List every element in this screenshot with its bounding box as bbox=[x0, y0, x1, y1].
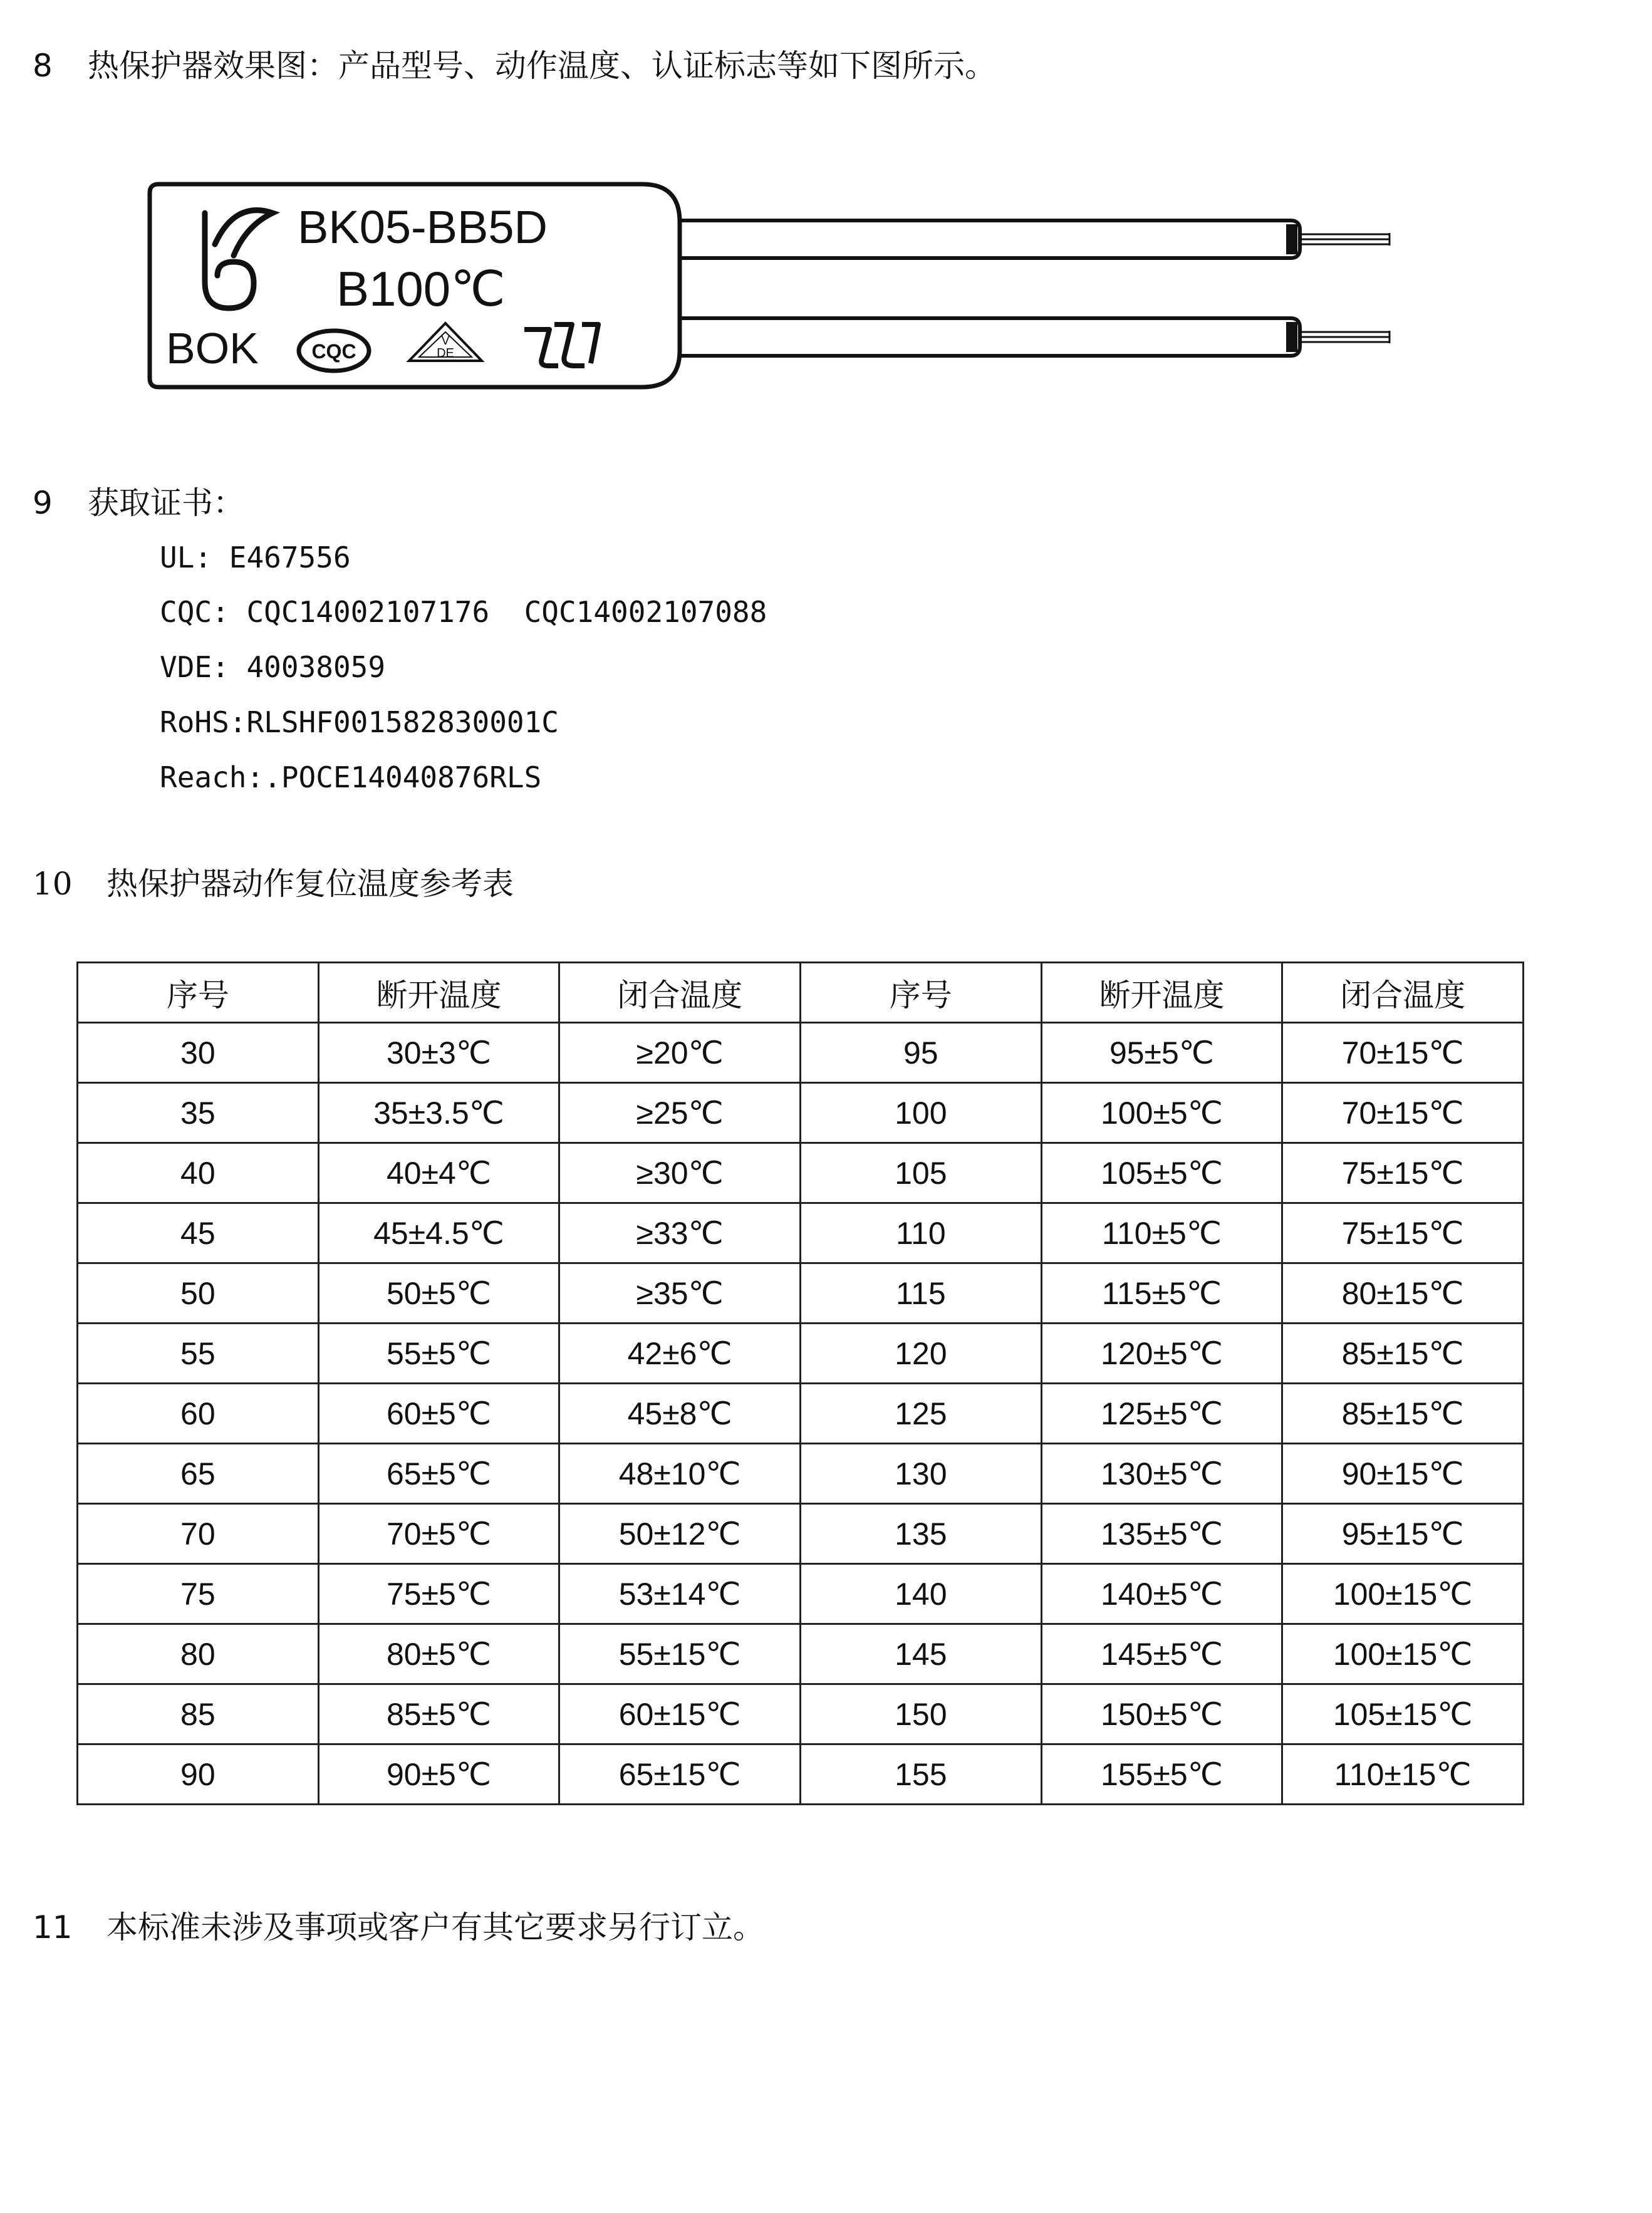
cell-open-temp-left: 35±3.5℃ bbox=[318, 1083, 559, 1143]
certificate-vde: VDE: 40038059 bbox=[160, 650, 386, 684]
cell-open-temp-left: 50±5℃ bbox=[318, 1263, 559, 1324]
cell-close-temp-left: 48±10℃ bbox=[559, 1444, 801, 1504]
cell-index-left: 40 bbox=[78, 1143, 319, 1203]
cell-index-left: 35 bbox=[78, 1083, 319, 1143]
section-10 bbox=[33, 866, 514, 902]
cell-index-right: 105 bbox=[800, 1143, 1041, 1203]
temperature-reference-table bbox=[76, 961, 1524, 1805]
cell-close-temp-right: 70±15℃ bbox=[1282, 1023, 1524, 1083]
cell-index-left: 45 bbox=[78, 1203, 319, 1263]
cell-index-right: 125 bbox=[800, 1384, 1041, 1444]
cell-close-temp-left: ≥25℃ bbox=[559, 1083, 801, 1143]
section-11-text: 本标准未涉及事项或客户有其它要求另行订立。 bbox=[106, 1909, 764, 1946]
cell-close-temp-right: 75±15℃ bbox=[1282, 1143, 1524, 1203]
cell-index-right: 150 bbox=[800, 1684, 1041, 1744]
cell-open-temp-left: 40±4℃ bbox=[318, 1143, 559, 1203]
table-row bbox=[78, 1744, 1524, 1805]
cell-index-right: 145 bbox=[800, 1624, 1041, 1684]
table-row bbox=[78, 1444, 1524, 1504]
header-open-temp-left: 断开温度 bbox=[318, 963, 559, 1023]
cell-index-left: 90 bbox=[78, 1744, 319, 1805]
cell-close-temp-right: 90±15℃ bbox=[1282, 1444, 1524, 1504]
cell-index-left: 75 bbox=[78, 1564, 319, 1624]
cell-open-temp-right: 135±5℃ bbox=[1041, 1504, 1282, 1564]
cell-close-temp-left: 65±15℃ bbox=[559, 1744, 801, 1805]
cell-index-left: 80 bbox=[78, 1624, 319, 1684]
cell-open-temp-left: 55±5℃ bbox=[318, 1324, 559, 1384]
cell-open-temp-right: 150±5℃ bbox=[1041, 1684, 1282, 1744]
cell-index-right: 120 bbox=[800, 1324, 1041, 1384]
table-row bbox=[78, 1684, 1524, 1744]
table-row bbox=[78, 1263, 1524, 1324]
cell-open-temp-right: 130±5℃ bbox=[1041, 1444, 1282, 1504]
cell-close-temp-right: 95±15℃ bbox=[1282, 1504, 1524, 1564]
cell-open-temp-left: 70±5℃ bbox=[318, 1504, 559, 1564]
thermal-protector-diagram bbox=[141, 175, 1419, 413]
cell-close-temp-left: 55±15℃ bbox=[559, 1624, 801, 1684]
cell-close-temp-right: 85±15℃ bbox=[1282, 1324, 1524, 1384]
cell-open-temp-left: 65±5℃ bbox=[318, 1444, 559, 1504]
cell-close-temp-left: 53±14℃ bbox=[559, 1564, 801, 1624]
cell-close-temp-left: ≥20℃ bbox=[559, 1023, 801, 1083]
cell-open-temp-right: 115±5℃ bbox=[1041, 1263, 1282, 1324]
cell-open-temp-left: 80±5℃ bbox=[318, 1624, 559, 1684]
table-row bbox=[78, 1083, 1524, 1143]
table-row bbox=[78, 1324, 1524, 1384]
cell-index-right: 95 bbox=[800, 1023, 1041, 1083]
cell-open-temp-left: 60±5℃ bbox=[318, 1384, 559, 1444]
table-row bbox=[78, 1564, 1524, 1624]
cell-close-temp-left: ≥33℃ bbox=[559, 1203, 801, 1263]
header-close-temp-left: 闭合温度 bbox=[559, 963, 801, 1023]
section-10-number: 10 bbox=[33, 866, 73, 902]
cell-index-right: 130 bbox=[800, 1444, 1041, 1504]
section-8-number: 8 bbox=[33, 48, 53, 84]
brand-label: BOK bbox=[166, 324, 259, 373]
table-row bbox=[78, 1143, 1524, 1203]
cell-index-left: 50 bbox=[78, 1263, 319, 1324]
cell-close-temp-right: 70±15℃ bbox=[1282, 1083, 1524, 1143]
cell-close-temp-right: 100±15℃ bbox=[1282, 1624, 1524, 1684]
cell-index-right: 110 bbox=[800, 1203, 1041, 1263]
cell-index-right: 140 bbox=[800, 1564, 1041, 1624]
cell-open-temp-left: 75±5℃ bbox=[318, 1564, 559, 1624]
section-8 bbox=[33, 48, 996, 84]
cell-close-temp-right: 110±15℃ bbox=[1282, 1744, 1524, 1805]
cell-close-temp-right: 100±15℃ bbox=[1282, 1564, 1524, 1624]
cell-close-temp-left: 50±12℃ bbox=[559, 1504, 801, 1564]
cell-open-temp-right: 110±5℃ bbox=[1041, 1203, 1282, 1263]
cell-open-temp-left: 90±5℃ bbox=[318, 1744, 559, 1805]
cell-open-temp-right: 125±5℃ bbox=[1041, 1384, 1282, 1444]
cell-index-left: 85 bbox=[78, 1684, 319, 1744]
certificate-ul: UL: E467556 bbox=[160, 541, 351, 574]
cell-close-temp-right: 85±15℃ bbox=[1282, 1384, 1524, 1444]
cell-open-temp-right: 100±5℃ bbox=[1041, 1083, 1282, 1143]
cell-index-left: 60 bbox=[78, 1384, 319, 1444]
table-row bbox=[78, 1023, 1524, 1083]
cell-index-right: 135 bbox=[800, 1504, 1041, 1564]
cell-open-temp-left: 45±4.5℃ bbox=[318, 1203, 559, 1263]
cell-close-temp-left: 45±8℃ bbox=[559, 1384, 801, 1444]
model-label: BK05-BB5D bbox=[298, 201, 548, 253]
section-9 bbox=[33, 487, 244, 519]
cell-open-temp-right: 155±5℃ bbox=[1041, 1744, 1282, 1805]
section-9-number: 9 bbox=[33, 485, 53, 521]
table-header-row bbox=[78, 963, 1524, 1023]
table-body bbox=[78, 1023, 1524, 1805]
cell-index-right: 115 bbox=[800, 1263, 1041, 1324]
cell-open-temp-right: 95±5℃ bbox=[1041, 1023, 1282, 1083]
section-11-number: 11 bbox=[33, 1909, 73, 1946]
cell-open-temp-left: 85±5℃ bbox=[318, 1684, 559, 1744]
certificate-rohs: RoHS:RLSHF001582830001C bbox=[160, 705, 559, 739]
header-open-temp-right: 断开温度 bbox=[1041, 963, 1282, 1023]
cell-close-temp-right: 105±15℃ bbox=[1282, 1684, 1524, 1744]
cell-index-right: 100 bbox=[800, 1083, 1041, 1143]
certificate-reach: Reach:.POCE14040876RLS bbox=[160, 760, 542, 794]
vde-mark-top: V bbox=[441, 334, 450, 348]
table-row bbox=[78, 1504, 1524, 1564]
cell-open-temp-right: 120±5℃ bbox=[1041, 1324, 1282, 1384]
cell-index-right: 155 bbox=[800, 1744, 1041, 1805]
lead-wire-top bbox=[642, 220, 1390, 258]
section-8-text: 热保护器效果图：产品型号、动作温度、认证标志等如下图所示。 bbox=[88, 48, 996, 84]
cell-open-temp-right: 145±5℃ bbox=[1041, 1624, 1282, 1684]
cell-open-temp-right: 105±5℃ bbox=[1041, 1143, 1282, 1203]
section-9-title: 获取证书： bbox=[88, 485, 244, 521]
cqc-mark-icon bbox=[299, 331, 369, 371]
section-10-title: 热保护器动作复位温度参考表 bbox=[106, 866, 514, 902]
header-close-temp-right: 闭合温度 bbox=[1282, 963, 1524, 1023]
table-row bbox=[78, 1384, 1524, 1444]
cell-index-left: 55 bbox=[78, 1324, 319, 1384]
cell-close-temp-left: ≥30℃ bbox=[559, 1143, 801, 1203]
header-index-right: 序号 bbox=[800, 963, 1041, 1023]
cell-close-temp-right: 75±15℃ bbox=[1282, 1203, 1524, 1263]
certificate-cqc: CQC: CQC14002107176 CQC14002107088 bbox=[160, 595, 767, 629]
cell-index-left: 30 bbox=[78, 1023, 319, 1083]
cell-index-left: 70 bbox=[78, 1504, 319, 1564]
cell-close-temp-left: 42±6℃ bbox=[559, 1324, 801, 1384]
cell-close-temp-right: 80±15℃ bbox=[1282, 1263, 1524, 1324]
cell-close-temp-left: 60±15℃ bbox=[559, 1684, 801, 1744]
temperature-label: B100℃ bbox=[336, 261, 506, 316]
table-row bbox=[78, 1203, 1524, 1263]
cell-index-left: 65 bbox=[78, 1444, 319, 1504]
cell-open-temp-right: 140±5℃ bbox=[1041, 1564, 1282, 1624]
section-11 bbox=[33, 1909, 764, 1946]
cqc-mark-text: CQC bbox=[311, 340, 356, 363]
table-row bbox=[78, 1624, 1524, 1684]
cell-close-temp-left: ≥35℃ bbox=[559, 1263, 801, 1324]
header-index-left: 序号 bbox=[78, 963, 319, 1023]
cell-open-temp-left: 30±3℃ bbox=[318, 1023, 559, 1083]
lead-wire-bottom bbox=[642, 318, 1390, 356]
vde-mark-bottom: DE bbox=[437, 346, 454, 360]
